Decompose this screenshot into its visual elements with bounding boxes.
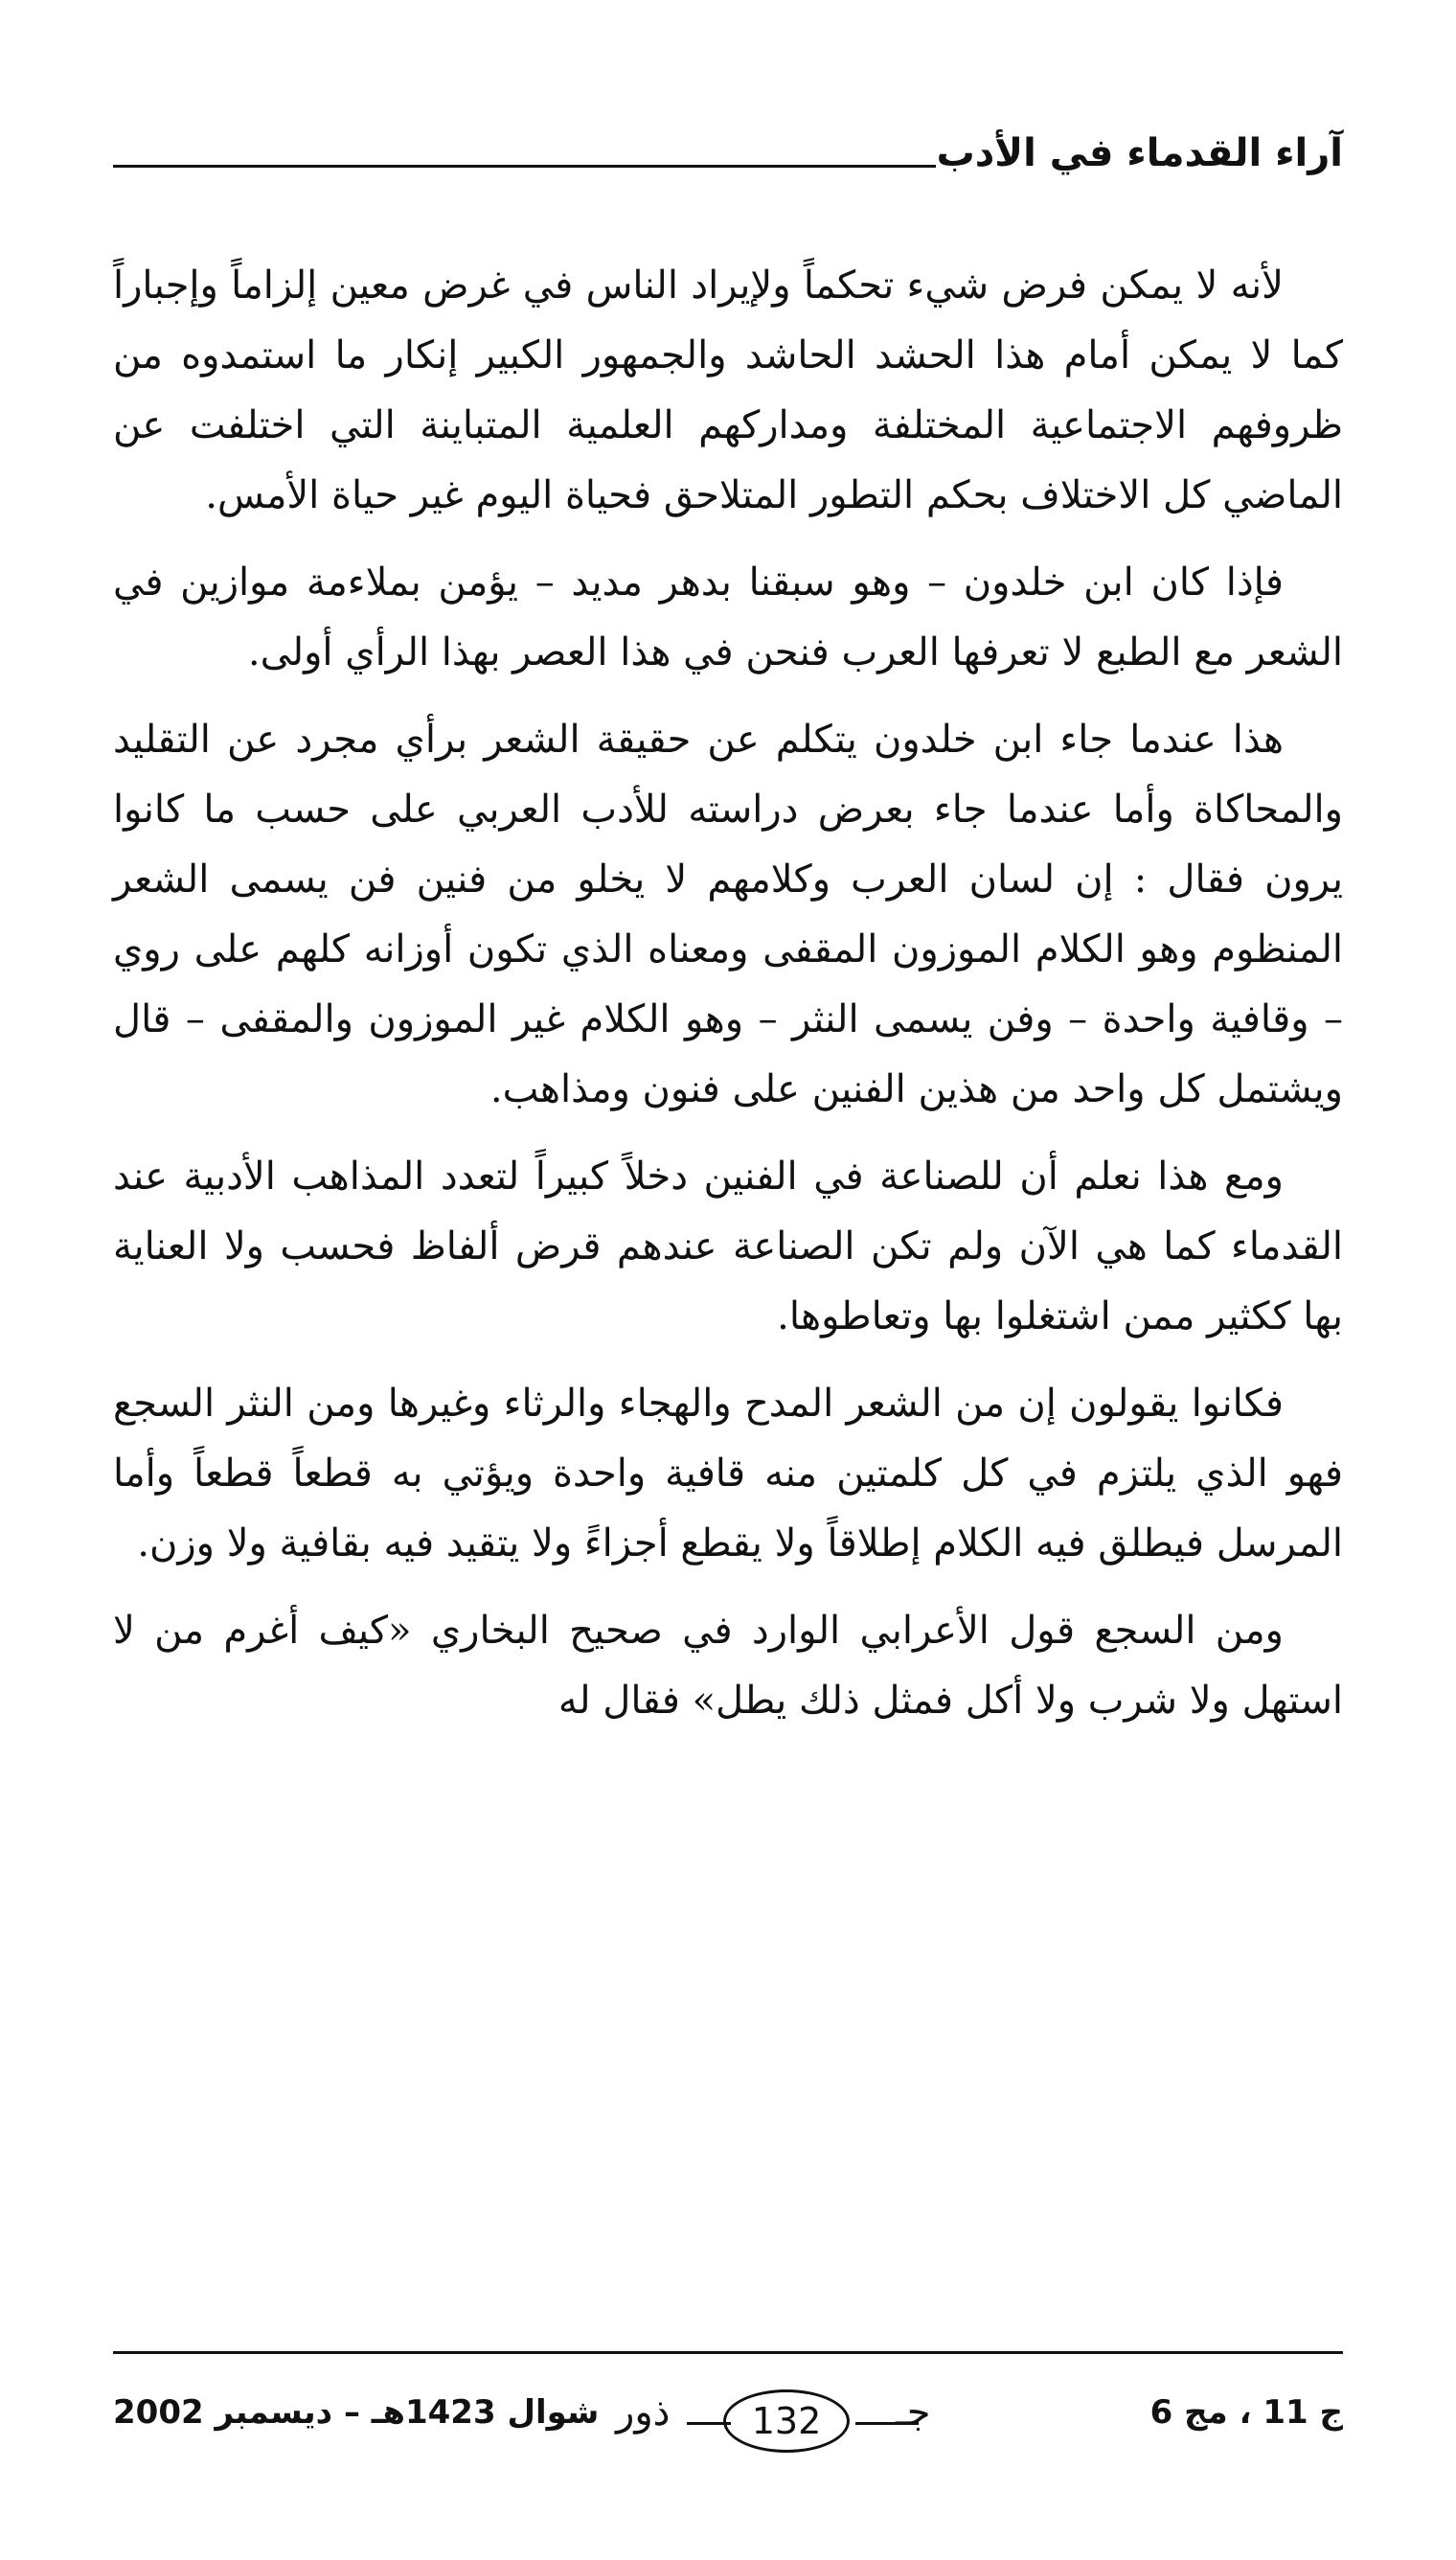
paragraph: ومع هذا نعلم أن للصناعة في الفنين دخلاً كبيراً لتعدد المذاهب الأدبية عند القدماء كما هي الآن ولم تكن الصناعة عندهم قرض ألفاظ فحسب ولا العناية بها ككثير ممن اشتغلوا بها وتعاطوها.: [113, 1154, 1343, 1338]
logo-rule-right: [855, 2422, 919, 2425]
magazine-logo: [616, 2374, 961, 2460]
header-rule: [113, 165, 936, 168]
issue-number: ج 11 ، مج 6: [1149, 2393, 1343, 2432]
paragraph: ومن السجع قول الأعرابي الوارد في صحيح البخاري «كيف أغرم من لا استهل ولا شرب ولا أكل فمثل ذلك يطل» فقال له: [113, 1609, 1343, 1723]
running-header: [113, 123, 1343, 184]
body-text: [113, 251, 1343, 1753]
paragraph: لأنه لا يمكن فرض شيء تحكماً ولإيراد الناس في غرض معين إلزاماً وإجباراً كما لا يمكن أمام هذا الحشد الحاشد والجمهور الكبير إنكار ما استمدوه من ظروفهم الاجتماعية المختلفة ومداركهم العلمية المتباينة التي اختلفت عن الماضي كل الاختلاف بحكم التطور المتلاحق فحياة اليوم غير حياة الأمس.: [113, 263, 1343, 517]
magazine-logo-prefix: جـ: [896, 2390, 931, 2434]
paragraph: هذا عندما جاء ابن خلدون يتكلم عن حقيقة الشعر برأي مجرد عن التقليد والمحاكاة وأما عندما جاء بعرض دراسته للأدب العربي على حسب ما كانوا يرون فقال : إن لسان العرب وكلامهم لا يخلو من فنين فن يسمى الشعر المنظوم وهو الكلام الموزون المقفى ومعناه الذي تكون أوزانه كلهم على روي – وقافية واحدة – وفن يسمى النثر – وهو الكلام غير الموزون والمقفى – قال ويشتمل كل واحد من هذين الفنين على فنون ومذاهب.: [113, 718, 1343, 1111]
paragraph: فكانوا يقولون إن من الشعر المدح والهجاء والرثاء وغيرها ومن النثر السجع فهو الذي يلتزم في كل كلمتين منه قافية واحدة ويؤتي به قطعاً قطعاً وأما المرسل فيطلق فيه الكلام إطلاقاً ولا يقطع أجزاءً ولا يتقيد فيه بقافية ولا وزن.: [113, 1382, 1343, 1566]
page-number: 132: [723, 2389, 850, 2453]
paragraph: فإذا كان ابن خلدون – وهو سبقنا بدهر مديد – يؤمن بملاءمة موازين في الشعر مع الطبع لا تعرفها العرب فنحن في هذا العصر بهذا الرأي أولى.: [113, 560, 1343, 674]
footer-rule: [113, 2351, 1343, 2354]
issue-date: شوال 1423هـ – ديسمبر 2002: [113, 2393, 600, 2432]
header-title: آراء القدماء في الأدب: [936, 131, 1343, 175]
page-footer: [113, 2374, 1343, 2460]
logo-rule-left: [687, 2422, 731, 2425]
magazine-logo-suffix: ذور: [616, 2390, 671, 2434]
